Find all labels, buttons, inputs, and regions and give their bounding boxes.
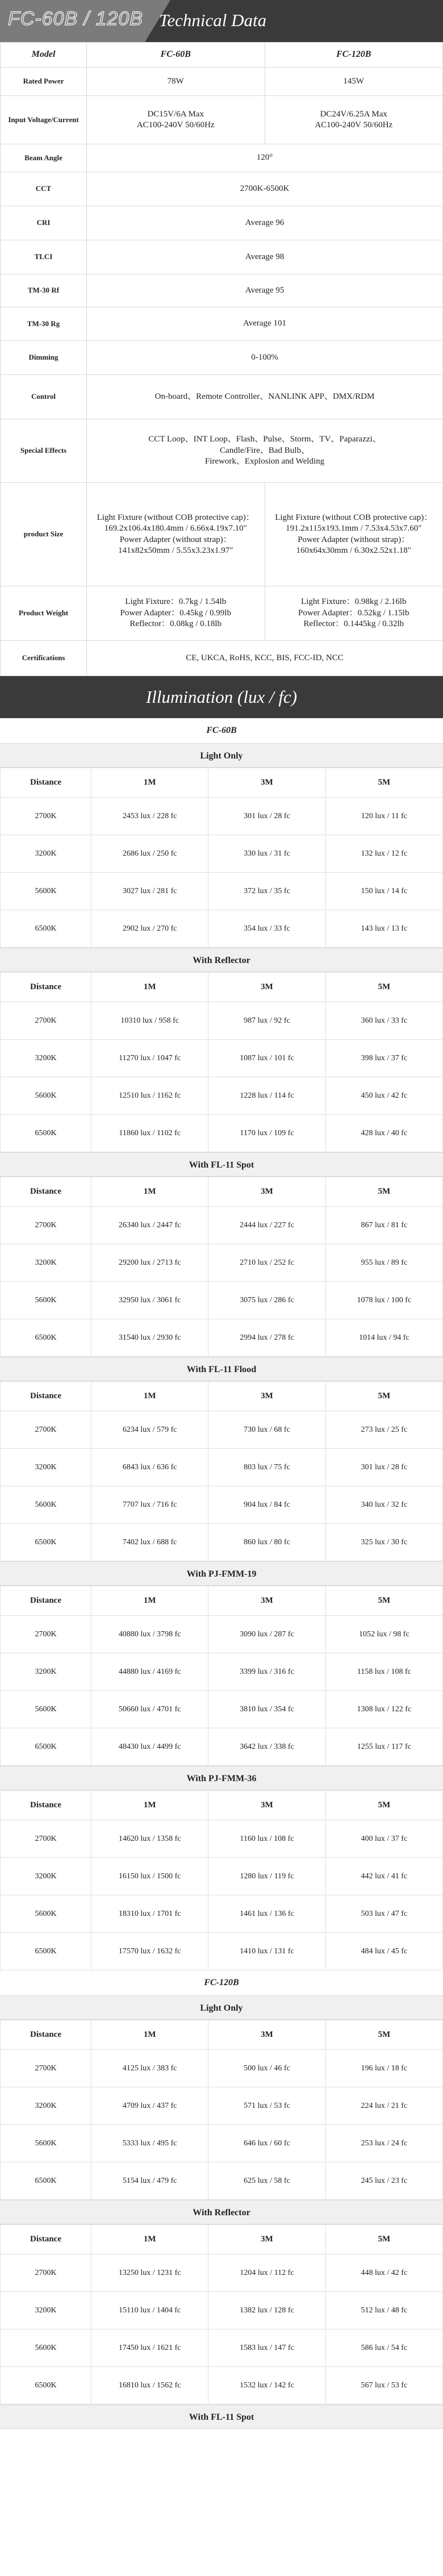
lux-cell: 955 lux / 89 fc: [325, 1244, 442, 1282]
lux-cell: 1014 lux / 94 fc: [325, 1319, 442, 1357]
tech-row: [1, 144, 443, 172]
lux-cell: 143 lux / 13 fc: [325, 910, 442, 948]
lux-cell: 484 lux / 45 fc: [325, 1933, 442, 1970]
illumination-table: [0, 1586, 443, 1766]
lux-cell: 354 lux / 33 fc: [208, 910, 325, 948]
section-title: With PJ-FMM-36: [0, 1766, 443, 1790]
cct-cell: 5600K: [1, 2125, 91, 2162]
lux-cell: 224 lux / 21 fc: [325, 2087, 442, 2125]
tech-row-value: 2700K-6500K: [87, 172, 443, 206]
lux-cell: 586 lux / 54 fc: [325, 2329, 442, 2367]
tech-row-label: TLCI: [1, 240, 87, 274]
cct-cell: 3200K: [1, 1040, 91, 1077]
lux-cell: 132 lux / 12 fc: [325, 835, 442, 873]
table-row: [1, 1691, 443, 1728]
lux-cell: 325 lux / 30 fc: [325, 1524, 442, 1561]
tech-row-value-fc120b: 145W: [265, 68, 443, 96]
lux-cell: 273 lux / 25 fc: [325, 1411, 442, 1449]
lux-cell: 4709 lux / 437 fc: [91, 2087, 208, 2125]
column-header: Distance: [1, 1177, 91, 1207]
lux-cell: 904 lux / 84 fc: [208, 1486, 325, 1524]
column-header: 3M: [208, 1382, 325, 1411]
cct-cell: 2700K: [1, 1820, 91, 1858]
banner-title: Technical Data: [159, 10, 267, 30]
lux-cell: 567 lux / 53 fc: [325, 2367, 442, 2404]
lux-cell: 803 lux / 75 fc: [208, 1449, 325, 1486]
column-header: 1M: [91, 1791, 208, 1820]
banner-model-text: FC-60B / 120B: [8, 8, 143, 30]
table-row: [1, 1040, 443, 1077]
lux-cell: 1158 lux / 108 fc: [325, 1653, 442, 1691]
table-row: [1, 1244, 443, 1282]
tech-row-label: Product Weight: [1, 586, 87, 641]
lux-cell: 2686 lux / 250 fc: [91, 835, 208, 873]
tech-row-value-fc60b: 78W: [87, 68, 265, 96]
lux-cell: 428 lux / 40 fc: [325, 1115, 442, 1152]
section-title: With PJ-FMM-19: [0, 1561, 443, 1586]
tech-row-label: Beam Angle: [1, 144, 87, 172]
tech-row: [1, 341, 443, 375]
cct-cell: 6500K: [1, 1115, 91, 1152]
tech-row: [1, 68, 443, 96]
cct-cell: 2700K: [1, 1616, 91, 1653]
cct-cell: 5600K: [1, 1282, 91, 1319]
illumination-header-row: [1, 1382, 443, 1411]
tech-row: [1, 419, 443, 483]
section-title: With FL-11 Spot: [0, 2404, 443, 2429]
illumination-header-row: [1, 973, 443, 1002]
tech-row: [1, 172, 443, 206]
cct-cell: 6500K: [1, 2162, 91, 2200]
table-row: [1, 910, 443, 948]
tech-row: [1, 641, 443, 676]
tech-row-value-fc60b: DC15V/6A Max AC100-240V 50/60Hz: [87, 96, 265, 144]
column-header: 5M: [325, 2020, 442, 2050]
lux-cell: 5154 lux / 479 fc: [91, 2162, 208, 2200]
model-title: FC-60B: [0, 718, 443, 743]
lux-cell: 17570 lux / 1632 fc: [91, 1933, 208, 1970]
illumination-header-row: [1, 1586, 443, 1616]
lux-cell: 730 lux / 68 fc: [208, 1411, 325, 1449]
column-header: Distance: [1, 973, 91, 1002]
lux-cell: 3810 lux / 354 fc: [208, 1691, 325, 1728]
section-title: Light Only: [0, 743, 443, 768]
tech-row: [1, 483, 443, 586]
tech-header-col2: FC-120B: [265, 43, 443, 68]
section-title: With Reflector: [0, 2200, 443, 2224]
lux-cell: 1308 lux / 122 fc: [325, 1691, 442, 1728]
cct-cell: 2700K: [1, 798, 91, 835]
lux-cell: 1078 lux / 100 fc: [325, 1282, 442, 1319]
lux-cell: 3090 lux / 287 fc: [208, 1616, 325, 1653]
lux-cell: 1532 lux / 142 fc: [208, 2367, 325, 2404]
table-row: [1, 1653, 443, 1691]
table-row: [1, 1616, 443, 1653]
column-header: Distance: [1, 1586, 91, 1616]
lux-cell: 16810 lux / 1562 fc: [91, 2367, 208, 2404]
column-header: Distance: [1, 768, 91, 798]
technical-data-banner: [0, 0, 443, 42]
lux-cell: 31540 lux / 2930 fc: [91, 1319, 208, 1357]
lux-cell: 1280 lux / 119 fc: [208, 1858, 325, 1895]
table-row: [1, 1895, 443, 1933]
tech-header-row: [1, 43, 443, 68]
table-row: [1, 2292, 443, 2329]
cct-cell: 6500K: [1, 1319, 91, 1357]
model-title: FC-120B: [0, 1970, 443, 1995]
tech-row: [1, 307, 443, 341]
column-header: 5M: [325, 1177, 442, 1207]
lux-cell: 500 lux / 46 fc: [208, 2050, 325, 2087]
lux-cell: 360 lux / 33 fc: [325, 1002, 442, 1040]
lux-cell: 330 lux / 31 fc: [208, 835, 325, 873]
lux-cell: 1160 lux / 108 fc: [208, 1820, 325, 1858]
lux-cell: 11860 lux / 1102 fc: [91, 1115, 208, 1152]
cct-cell: 3200K: [1, 1858, 91, 1895]
lux-cell: 2453 lux / 228 fc: [91, 798, 208, 835]
table-row: [1, 1449, 443, 1486]
lux-cell: 646 lux / 60 fc: [208, 2125, 325, 2162]
lux-cell: 7707 lux / 716 fc: [91, 1486, 208, 1524]
lux-cell: 2902 lux / 270 fc: [91, 910, 208, 948]
lux-cell: 16150 lux / 1500 fc: [91, 1858, 208, 1895]
section-title: With FL-11 Spot: [0, 1152, 443, 1177]
table-row: [1, 1933, 443, 1970]
tech-row-label: Input Voltage/Current: [1, 96, 87, 144]
lux-cell: 120 lux / 11 fc: [325, 798, 442, 835]
cct-cell: 3200K: [1, 835, 91, 873]
table-row: [1, 1207, 443, 1244]
tech-row-value: CE, UKCA, RoHS, KCC, BIS, FCC-ID, NCC: [87, 641, 443, 676]
cct-cell: 2700K: [1, 1411, 91, 1449]
tech-row: [1, 240, 443, 274]
lux-cell: 44880 lux / 4169 fc: [91, 1653, 208, 1691]
column-header: Distance: [1, 2020, 91, 2050]
illumination-table: [0, 972, 443, 1152]
lux-cell: 2710 lux / 252 fc: [208, 1244, 325, 1282]
lux-cell: 6843 lux / 636 fc: [91, 1449, 208, 1486]
lux-cell: 13250 lux / 1231 fc: [91, 2254, 208, 2292]
cct-cell: 3200K: [1, 2292, 91, 2329]
lux-cell: 40880 lux / 3798 fc: [91, 1616, 208, 1653]
tech-row: [1, 586, 443, 641]
tech-row: [1, 96, 443, 144]
tech-row-label: product Size: [1, 483, 87, 586]
lux-cell: 29200 lux / 2713 fc: [91, 1244, 208, 1282]
cct-cell: 6500K: [1, 1933, 91, 1970]
column-header: 5M: [325, 2225, 442, 2254]
tech-row-value: Average 95: [87, 274, 443, 307]
tech-row-label: TM-30 Rg: [1, 307, 87, 341]
lux-cell: 372 lux / 35 fc: [208, 873, 325, 910]
table-row: [1, 2050, 443, 2087]
tech-row-label: Dimming: [1, 341, 87, 375]
table-row: [1, 1282, 443, 1319]
lux-cell: 1087 lux / 101 fc: [208, 1040, 325, 1077]
lux-cell: 196 lux / 18 fc: [325, 2050, 442, 2087]
column-header: 3M: [208, 1586, 325, 1616]
lux-cell: 1204 lux / 112 fc: [208, 2254, 325, 2292]
lux-cell: 50660 lux / 4701 fc: [91, 1691, 208, 1728]
column-header: 1M: [91, 2225, 208, 2254]
lux-cell: 253 lux / 24 fc: [325, 2125, 442, 2162]
column-header: 5M: [325, 973, 442, 1002]
table-row: [1, 1728, 443, 1766]
lux-cell: 5333 lux / 495 fc: [91, 2125, 208, 2162]
tech-row: [1, 206, 443, 240]
illumination-table: [0, 1177, 443, 1357]
cct-cell: 6500K: [1, 910, 91, 948]
column-header: 3M: [208, 2020, 325, 2050]
table-row: [1, 798, 443, 835]
cct-cell: 5600K: [1, 1486, 91, 1524]
lux-cell: 448 lux / 42 fc: [325, 2254, 442, 2292]
table-row: [1, 835, 443, 873]
lux-cell: 2994 lux / 278 fc: [208, 1319, 325, 1357]
lux-cell: 14620 lux / 1358 fc: [91, 1820, 208, 1858]
lux-cell: 3642 lux / 338 fc: [208, 1728, 325, 1766]
tech-row-value: Average 98: [87, 240, 443, 274]
lux-cell: 867 lux / 81 fc: [325, 1207, 442, 1244]
section-title: Light Only: [0, 1995, 443, 2020]
technical-data-table: [0, 42, 443, 676]
table-row: [1, 2162, 443, 2200]
tech-row-label: CCT: [1, 172, 87, 206]
tech-row-label: Certifications: [1, 641, 87, 676]
table-row: [1, 873, 443, 910]
table-row: [1, 1002, 443, 1040]
tech-row-value: On-board、Remote Controller、NANLINK APP、DMX/RDM: [87, 375, 443, 419]
column-header: 1M: [91, 1586, 208, 1616]
tech-row-value: CCT Loop、INT Loop、Flash、Pulse、Storm、TV、Paparazzi、 Candle/Fire、Bad Bulb、 Firework、Explosion and Welding: [87, 419, 443, 483]
section-title: With Reflector: [0, 948, 443, 972]
tech-row-value-fc120b: Light Fixture：0.98kg / 2.16lb Power Adapter：0.52kg / 1.15lb Reflector：0.1445kg / 0.32lb: [265, 586, 443, 641]
lux-cell: 1052 lux / 98 fc: [325, 1616, 442, 1653]
lux-cell: 3075 lux / 286 fc: [208, 1282, 325, 1319]
table-row: [1, 1077, 443, 1115]
lux-cell: 1228 lux / 114 fc: [208, 1077, 325, 1115]
tech-row-label: TM-30 Rf: [1, 274, 87, 307]
tech-row-value-fc60b: Light Fixture：0.7kg / 1.54lb Power Adapter：0.45kg / 0.99lb Reflector：0.08kg / 0.18lb: [87, 586, 265, 641]
lux-cell: 860 lux / 80 fc: [208, 1524, 325, 1561]
cct-cell: 2700K: [1, 1002, 91, 1040]
illumination-header-row: [1, 768, 443, 798]
cct-cell: 3200K: [1, 1244, 91, 1282]
illumination-header-row: [1, 1177, 443, 1207]
tech-row-label: Control: [1, 375, 87, 419]
lux-cell: 32950 lux / 3061 fc: [91, 1282, 208, 1319]
lux-cell: 450 lux / 42 fc: [325, 1077, 442, 1115]
illumination-header-row: [1, 2225, 443, 2254]
cct-cell: 6500K: [1, 2367, 91, 2404]
cct-cell: 5600K: [1, 2329, 91, 2367]
table-row: [1, 1486, 443, 1524]
tech-row-value-fc120b: Light Fixture (without COB protective cap)： 191.2x115x193.1mm / 7.53x4.53x7.60" Power Adapter (without strap)： 160x64x30mm / 6.30x2.52x1.18": [265, 483, 443, 586]
cct-cell: 5600K: [1, 1077, 91, 1115]
lux-cell: 1583 lux / 147 fc: [208, 2329, 325, 2367]
lux-cell: 571 lux / 53 fc: [208, 2087, 325, 2125]
tech-row-value-fc60b: Light Fixture (without COB protective cap)： 169.2x106.4x180.4mm / 6.66x4.19x7.10" Power Adapter (without strap)： 141x82x50mm / 5.55x3.23x1.97": [87, 483, 265, 586]
column-header: Distance: [1, 2225, 91, 2254]
cct-cell: 5600K: [1, 873, 91, 910]
lux-cell: 150 lux / 14 fc: [325, 873, 442, 910]
column-header: 5M: [325, 768, 442, 798]
illumination-table: [0, 2020, 443, 2200]
table-row: [1, 1820, 443, 1858]
column-header: 3M: [208, 2225, 325, 2254]
lux-cell: 48430 lux / 4499 fc: [91, 1728, 208, 1766]
tech-row-value: Average 101: [87, 307, 443, 341]
lux-cell: 6234 lux / 579 fc: [91, 1411, 208, 1449]
lux-cell: 15110 lux / 1404 fc: [91, 2292, 208, 2329]
cct-cell: 2700K: [1, 2050, 91, 2087]
column-header: 5M: [325, 1586, 442, 1616]
table-row: [1, 2125, 443, 2162]
column-header: 3M: [208, 1177, 325, 1207]
table-row: [1, 2254, 443, 2292]
tech-header-col1: FC-60B: [87, 43, 265, 68]
lux-cell: 10310 lux / 958 fc: [91, 1002, 208, 1040]
cct-cell: 6500K: [1, 1524, 91, 1561]
illumination-table: [0, 1381, 443, 1561]
lux-cell: 340 lux / 32 fc: [325, 1486, 442, 1524]
tech-row-label: CRI: [1, 206, 87, 240]
lux-cell: 245 lux / 23 fc: [325, 2162, 442, 2200]
lux-cell: 398 lux / 37 fc: [325, 1040, 442, 1077]
lux-cell: 3027 lux / 281 fc: [91, 873, 208, 910]
illumination-table: [0, 2224, 443, 2404]
column-header: Distance: [1, 1791, 91, 1820]
illumination-header-row: [1, 1791, 443, 1820]
cct-cell: 5600K: [1, 1895, 91, 1933]
illumination-header-row: [1, 2020, 443, 2050]
column-header: Distance: [1, 1382, 91, 1411]
lux-cell: 625 lux / 58 fc: [208, 2162, 325, 2200]
lux-cell: 400 lux / 37 fc: [325, 1820, 442, 1858]
illumination-table: [0, 1790, 443, 1970]
lux-cell: 1461 lux / 136 fc: [208, 1895, 325, 1933]
tech-row: [1, 274, 443, 307]
tech-row-value-fc120b: DC24V/6.25A Max AC100-240V 50/60Hz: [265, 96, 443, 144]
tech-row-value: 0-100%: [87, 341, 443, 375]
lux-cell: 1170 lux / 109 fc: [208, 1115, 325, 1152]
illumination-table: [0, 768, 443, 948]
section-title: With FL-11 Flood: [0, 1357, 443, 1381]
table-row: [1, 1858, 443, 1895]
column-header: 1M: [91, 1382, 208, 1411]
lux-cell: 1255 lux / 117 fc: [325, 1728, 442, 1766]
tech-row-label: Rated Power: [1, 68, 87, 96]
table-row: [1, 2329, 443, 2367]
cct-cell: 2700K: [1, 2254, 91, 2292]
lux-cell: 987 lux / 92 fc: [208, 1002, 325, 1040]
illumination-tables: [0, 718, 443, 2429]
lux-cell: 7402 lux / 688 fc: [91, 1524, 208, 1561]
lux-cell: 1410 lux / 131 fc: [208, 1933, 325, 1970]
column-header: 1M: [91, 1177, 208, 1207]
cct-cell: 3200K: [1, 1653, 91, 1691]
column-header: 5M: [325, 1791, 442, 1820]
table-row: [1, 2367, 443, 2404]
tech-row: [1, 375, 443, 419]
tech-row-value: 120°: [87, 144, 443, 172]
column-header: 3M: [208, 1791, 325, 1820]
lux-cell: 1382 lux / 128 fc: [208, 2292, 325, 2329]
illumination-banner: Illumination (lux / fc): [0, 676, 443, 718]
table-row: [1, 1524, 443, 1561]
lux-cell: 26340 lux / 2447 fc: [91, 1207, 208, 1244]
cct-cell: 3200K: [1, 2087, 91, 2125]
cct-cell: 2700K: [1, 1207, 91, 1244]
lux-cell: 301 lux / 28 fc: [325, 1449, 442, 1486]
lux-cell: 18310 lux / 1701 fc: [91, 1895, 208, 1933]
lux-cell: 2444 lux / 227 fc: [208, 1207, 325, 1244]
table-row: [1, 1115, 443, 1152]
lux-cell: 442 lux / 41 fc: [325, 1858, 442, 1895]
lux-cell: 3399 lux / 316 fc: [208, 1653, 325, 1691]
table-row: [1, 1319, 443, 1357]
tech-row-value: Average 96: [87, 206, 443, 240]
lux-cell: 17450 lux / 1621 fc: [91, 2329, 208, 2367]
lux-cell: 301 lux / 28 fc: [208, 798, 325, 835]
column-header: 3M: [208, 768, 325, 798]
column-header: 3M: [208, 973, 325, 1002]
lux-cell: 12510 lux / 1162 fc: [91, 1077, 208, 1115]
column-header: 1M: [91, 973, 208, 1002]
lux-cell: 4125 lux / 383 fc: [91, 2050, 208, 2087]
column-header: 1M: [91, 2020, 208, 2050]
lux-cell: 512 lux / 48 fc: [325, 2292, 442, 2329]
column-header: 5M: [325, 1382, 442, 1411]
cct-cell: 5600K: [1, 1691, 91, 1728]
cct-cell: 6500K: [1, 1728, 91, 1766]
tech-row-label: Special Effects: [1, 419, 87, 483]
cct-cell: 3200K: [1, 1449, 91, 1486]
column-header: 1M: [91, 768, 208, 798]
table-row: [1, 1411, 443, 1449]
lux-cell: 503 lux / 47 fc: [325, 1895, 442, 1933]
table-row: [1, 2087, 443, 2125]
lux-cell: 11270 lux / 1047 fc: [91, 1040, 208, 1077]
tech-header-label: Model: [1, 43, 87, 68]
